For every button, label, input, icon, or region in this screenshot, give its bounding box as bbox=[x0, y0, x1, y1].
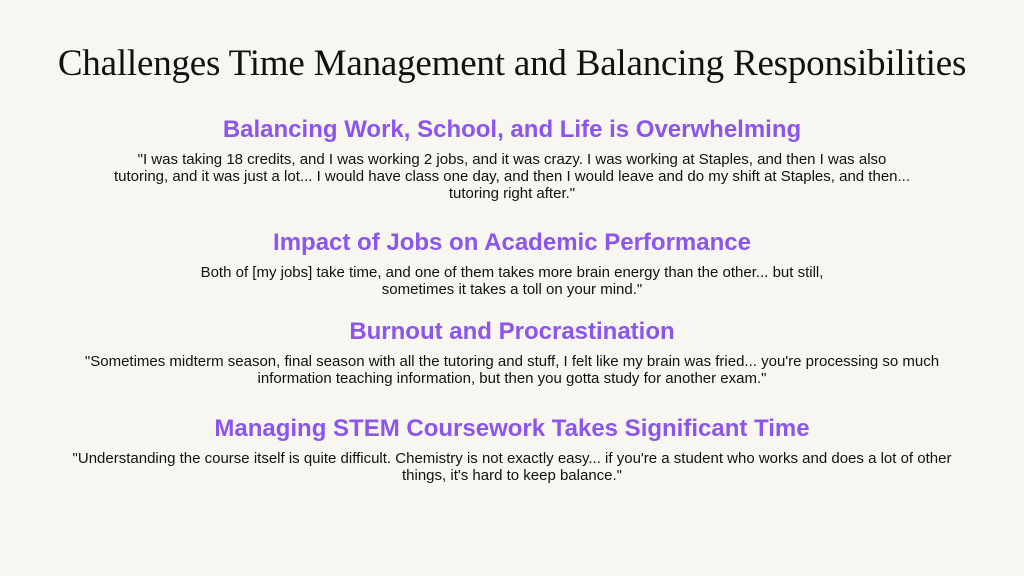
section-heading: Managing STEM Coursework Takes Significant Time bbox=[214, 415, 810, 442]
section-jobs-impact bbox=[0, 228, 1024, 298]
section-heading: Impact of Jobs on Academic Performance bbox=[273, 229, 751, 256]
slide-title: Challenges Time Management and Balancing Responsibilities bbox=[57, 43, 967, 84]
section-quote: Both of [my jobs] take time, and one of them takes more brain energy than the other... but still, sometimes it takes a toll on your mind." bbox=[200, 264, 824, 298]
section-heading: Balancing Work, School, and Life is Overwhelming bbox=[222, 116, 802, 143]
section-work-school-life bbox=[0, 115, 1024, 202]
section-stem-coursework bbox=[0, 414, 1024, 484]
section-quote: "Sometimes midterm season, final season with all the tutoring and stuff, I felt like my brain was fried... you're processing so much information teaching information, but then you gotta study for another exam." bbox=[84, 353, 940, 387]
section-quote: "I was taking 18 credits, and I was working 2 jobs, and it was crazy. I was working at Staples, and then I was also tutoring, and it was just a lot... I would have class one day, and then I would leave and do my shift at Staples, and then... tutoring right after." bbox=[113, 151, 911, 202]
section-burnout bbox=[0, 317, 1024, 387]
section-quote: "Understanding the course itself is quite difficult. Chemistry is not exactly easy... if you're a student who works and does a lot of other things, it's hard to keep balance." bbox=[72, 450, 952, 484]
section-heading: Burnout and Procrastination bbox=[349, 318, 675, 345]
